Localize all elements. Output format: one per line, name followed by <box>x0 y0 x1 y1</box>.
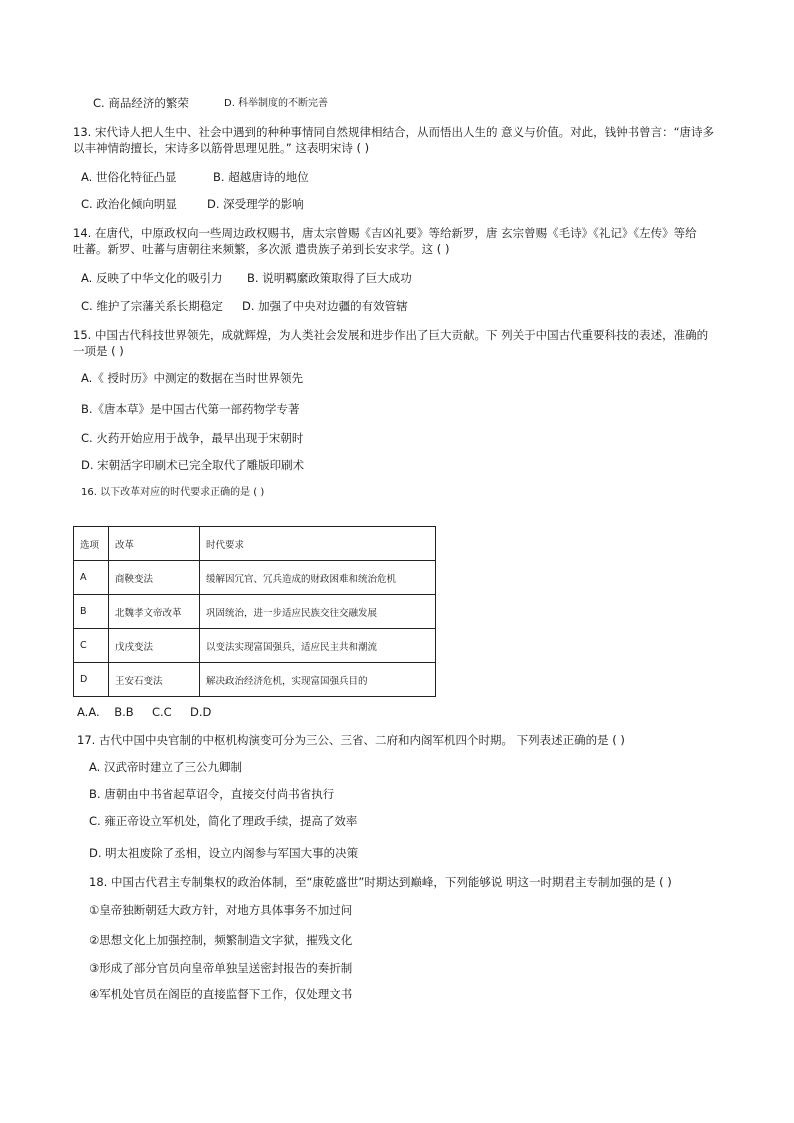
q17-option-a: A. 汉武帝时建立了三公九卿制 <box>89 760 242 774</box>
table-row <box>74 595 436 629</box>
q15-stem-line1: 15. 中国古代科技世界领先，成就辉煌，为人类社会发展和进步作出了巨大贡献。下 列关于中国古代重要科技的表述，准确的 <box>73 328 709 342</box>
q13-option-a: A. 世俗化特征凸显 <box>81 170 177 184</box>
table-cell: 缓解因冗官、冗兵造成的财政困难和统治危机 <box>200 561 436 595</box>
table-cell: D <box>74 663 109 697</box>
q14-stem-line2: 吐蕃。新罗、吐蕃与唐朝往来频繁，多次派 遣贵族子弟到长安求学。这 ( ) <box>73 242 450 256</box>
table-cell: 解决政治经济危机，实现富国强兵目的 <box>200 663 436 697</box>
q14-stem-line1: 14. 在唐代，中原政权向一些周边政权赐书，唐太宗曾赐《吉凶礼要》等给新罗，唐 玄宗曾赐《毛诗》《礼记》《左传》等给 <box>73 226 697 240</box>
table-cell: 北魏孝文帝改革 <box>109 595 200 629</box>
q17-option-c: C. 雍正帝设立军机处，简化了理政手续，提高了效率 <box>89 814 358 828</box>
q13-option-c: C. 政治化倾向明显 <box>81 197 177 211</box>
q14-option-b: B. 说明羁縻政策取得了巨大成功 <box>247 271 412 285</box>
table-cell: B <box>74 595 109 629</box>
table-header-cell: 改革 <box>109 527 200 561</box>
table-cell: 王安石变法 <box>109 663 200 697</box>
table-row <box>74 561 436 595</box>
q18-item-1: ①皇帝独断朝廷大政方针，对地方具体事务不加过问 <box>89 903 353 917</box>
table-cell: 戊戌变法 <box>109 629 200 663</box>
q16-stem: 16. 以下改革对应的时代要求正确的是 ( ) <box>81 487 265 498</box>
q18-stem: 18. 中国古代君主专制集权的政治体制，至“康乾盛世”时期达到巅峰，下列能够说 明这一时期君主专制加强的是 ( ) <box>89 875 672 889</box>
q15-option-b: B.《唐本草》是中国古代第一部药物学专著 <box>81 402 300 416</box>
q18-item-3: ③形成了部分官员向皇帝单独呈送密封报告的奏折制 <box>89 961 353 975</box>
table-row <box>74 663 436 697</box>
q17-option-b: B. 唐朝由中书省起草诏令，直接交付尚书省执行 <box>89 787 335 801</box>
q12-option-d: D. 科举制度的不断完善 <box>224 98 329 109</box>
q13-stem-line1: 13. 宋代诗人把人生中、社会中遇到的种种事情同自然规律相结合，从而悟出人生的 意义与价值。对此，钱钟书曾言：“唐诗多 <box>73 125 715 139</box>
table-row <box>74 629 436 663</box>
q13-option-d: D. 深受理学的影响 <box>207 197 304 211</box>
table-header-cell: 选项 <box>74 527 109 561</box>
q15-option-a: A.《 授时历》中测定的数据在当时世界领先 <box>81 371 303 385</box>
table-cell: C <box>74 629 109 663</box>
q13-option-b: B. 超越唐诗的地位 <box>213 170 309 184</box>
table-header-cell: 时代要求 <box>200 527 436 561</box>
q17-option-d: D. 明太祖废除了丞相，设立内阁参与军国大事的决策 <box>89 846 359 860</box>
table-cell: A <box>74 561 109 595</box>
q13-stem-line2: 以丰神情韵擅长，宋诗多以筋骨思理见胜。” 这表明宋诗 ( ) <box>73 141 370 155</box>
q18-item-2: ②思想文化上加强控制，频繁制造文字狱，摧残文化 <box>89 933 353 947</box>
q16-options: A.A. B.B C.C D.D <box>77 705 212 719</box>
q15-option-c: C. 火药开始应用于战争，最早出现于宋朝时 <box>81 431 304 445</box>
table-cell: 商鞅变法 <box>109 561 200 595</box>
table-header-row <box>74 527 436 561</box>
q15-option-d: D. 宋朝活字印刷术已完全取代了雕版印刷术 <box>81 458 305 472</box>
q15-stem-line2: 一项是 ( ) <box>73 344 124 358</box>
q16-table <box>73 526 436 697</box>
q14-option-a: A. 反映了中华文化的吸引力 <box>81 271 223 285</box>
table-cell: 以变法实现富国强兵，适应民主共和潮流 <box>200 629 436 663</box>
table-cell: 巩固统治，进一步适应民族交往交融发展 <box>200 595 436 629</box>
q12-option-c: C. 商品经济的繁荣 <box>93 96 189 110</box>
q18-item-4: ④军机处官员在阁臣的直接监督下工作，仅处理文书 <box>89 987 353 1001</box>
q17-stem: 17. 古代中国中央官制的中枢机构演变可分为三公、三省、二府和内阁军机四个时期。 下列表述正确的是 ( ) <box>77 733 625 747</box>
q14-option-d: D. 加强了中央对边疆的有效管辖 <box>242 299 408 313</box>
q14-option-c: C. 维护了宗藩关系长期稳定 <box>81 299 223 313</box>
